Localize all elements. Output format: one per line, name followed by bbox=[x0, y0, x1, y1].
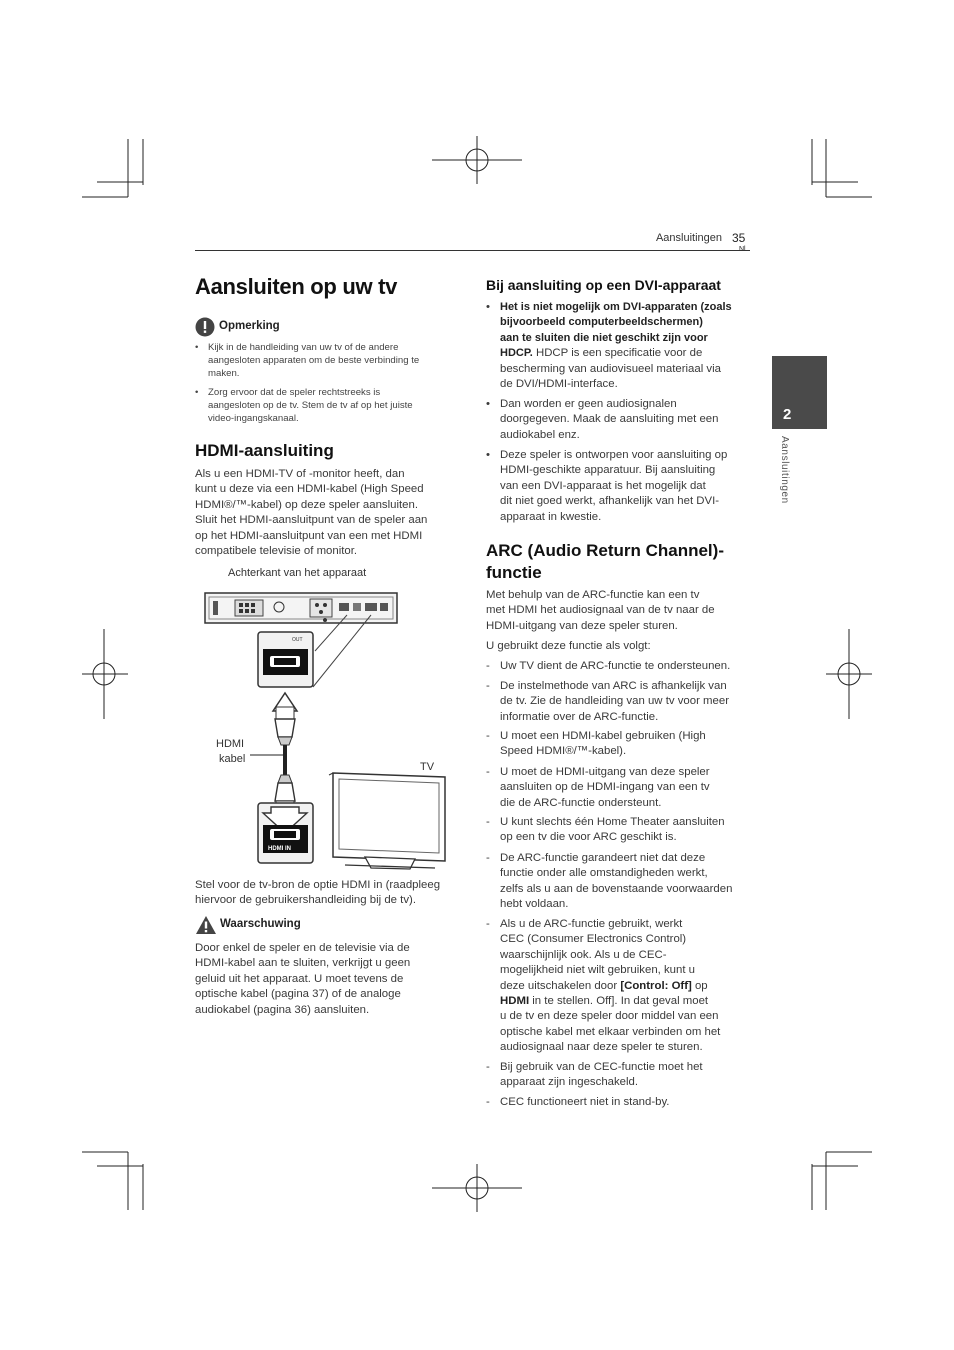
dvi-heading: Bij aansluiting op een DVI-apparaat bbox=[486, 277, 721, 293]
tv-illustration bbox=[329, 773, 445, 869]
registration-mark-right bbox=[826, 629, 872, 719]
tv-label: TV bbox=[420, 761, 435, 773]
note-item: • Kijk in de handleiding van uw tv of de andere aangesloten apparaten om de beste verbinding te maken. bbox=[195, 342, 420, 379]
registration-mark-bottom bbox=[432, 1164, 522, 1212]
warning-title: Waarschuwing bbox=[220, 918, 301, 930]
note-title: Opmerking bbox=[219, 320, 280, 332]
hdmi-out-port-label: OUT bbox=[292, 637, 303, 643]
arc-list-item: - U kunt slechts één Home Theater aansluiten op een tv die voor ARC geschikt is. bbox=[486, 816, 725, 844]
note-item: • Zorg ervoor dat de speler rechtstreeks is aangesloten op de tv. Stem de tv af op het juiste video-ingangskanaal. bbox=[195, 387, 413, 424]
arc-list-item: - Bij gebruik van de CEC-functie moet het apparaat zijn ingeschakeld. bbox=[486, 1061, 703, 1089]
hdmi-paragraph: Als u een HDMI-TV of -monitor heeft, dan kunt u deze via een HDMI-kabel (High Speed HDMI®/™-kabel) op deze speler aansluiten. Sluit het HDMI-aansluitpunt van de speler aan op het HDMI-aansluitpunt van een met HDMI compatibele televisie of monitor. bbox=[195, 468, 428, 558]
running-header-section: Aansluitingen bbox=[655, 232, 722, 244]
arc-heading: ARC (Audio Return Channel)- functie bbox=[486, 541, 724, 582]
dvi-bullet-2: • Dan worden er geen audiosignalen doorgegeven. Maak de aansluiting met een audiokabel enz. bbox=[486, 398, 719, 441]
arc-list-item: - Uw TV dient de ARC-functie te ondersteunen. bbox=[486, 660, 731, 672]
chapter-number: 2 bbox=[783, 406, 792, 423]
tv-source-paragraph: Stel voor de tv-bron de optie HDMI in (raadpleeg hiervoor de gebruikershandleiding bij de tv). bbox=[195, 879, 441, 907]
note-icon bbox=[195, 317, 215, 337]
arc-intro: Met behulp van de ARC-functie kan een tv met HDMI het audiosignaal van de tv naar de HDMI-uitgang van deze speler sturen. bbox=[486, 589, 715, 632]
header-rule bbox=[195, 250, 750, 251]
arc-usage: U gebruikt deze functie als volgt: bbox=[486, 640, 651, 652]
registration-mark-top bbox=[432, 136, 522, 184]
cable-label-line1: HDMI bbox=[216, 738, 245, 750]
registration-mark-left bbox=[82, 629, 128, 719]
arc-list-item: - U moet een HDMI-kabel gebruiken (High Speed HDMI®/™-kabel). bbox=[486, 730, 706, 758]
connection-diagram bbox=[195, 585, 455, 870]
dvi-bullet-1: • Het is niet mogelijk om DVI-apparaten (zoals bijvoorbeeld computerbeeldschermen) aan te sluiten die niet geschikt zijn voor HDCP. HDCP is een specificatie voor de bescherming van audiovisueel materiaal via de DVI/HDMI-interface. bbox=[486, 301, 732, 391]
page-number: 35 bbox=[732, 231, 746, 245]
warning-icon bbox=[195, 915, 217, 935]
hdmi-in-port-label: HDMI IN bbox=[268, 846, 291, 852]
arc-list-item: - De ARC-functie garandeert niet dat deze functie onder alle omstandigheden werkt, zelfs als u aan de bovenstaande voorwaarden hebt voldaan. bbox=[486, 852, 733, 911]
chapter-label: Aansluitingen bbox=[779, 436, 790, 504]
hdmi-heading: HDMI-aansluiting bbox=[195, 441, 334, 460]
cable-label-line2: kabel bbox=[219, 753, 246, 765]
warning-paragraph: Door enkel de speler en de televisie via de HDMI-kabel aan te sluiten, verkrijgt u geen geluid uit het apparaat. U moet tevens de optische kabel (pagina 37) of de analoge audiokabel (pagina 36) aansluiten. bbox=[195, 942, 411, 1016]
rear-panel-label: Achterkant van het apparaat bbox=[228, 567, 367, 579]
arc-list-item-cec: - Als u de ARC-functie gebruikt, werkt CEC (Consumer Electronics Control) waarschijnlijk ook. Als u de CEC- mogelijkheid niet wilt gebruiken, kunt u deze uitschakelen door [Control: Off] op HDMI in te stellen. Off]. In dat geval moet u de tv en deze speler door middel van een optische kabel met elkaar verbinden om het audiosignaal naar deze speler te sturen. bbox=[486, 918, 721, 1054]
page-title: Aansluiten op uw tv bbox=[195, 274, 398, 299]
arc-list-item: - De instelmethode van ARC is afhankelijk van de tv. Zie de handleiding van uw tv voor meer informatie over de ARC-functie. bbox=[486, 680, 729, 723]
chapter-tab bbox=[772, 356, 827, 429]
arc-list-item: - U moet de HDMI-uitgang van deze speler aansluiten op de HDMI-ingang van een tv die de ARC-functie ondersteunt. bbox=[486, 766, 710, 809]
dvi-bullet-3: • Deze speler is ontworpen voor aansluiting op HDMI-geschikte apparatuur. Bij aansluiting van een DVI-apparaat is het mogelijk dat dit niet goed werkt, afhankelijk van het DVI- apparaat in kwestie. bbox=[486, 449, 728, 523]
arc-list-item: - CEC functioneert niet in stand-by. bbox=[486, 1096, 670, 1108]
